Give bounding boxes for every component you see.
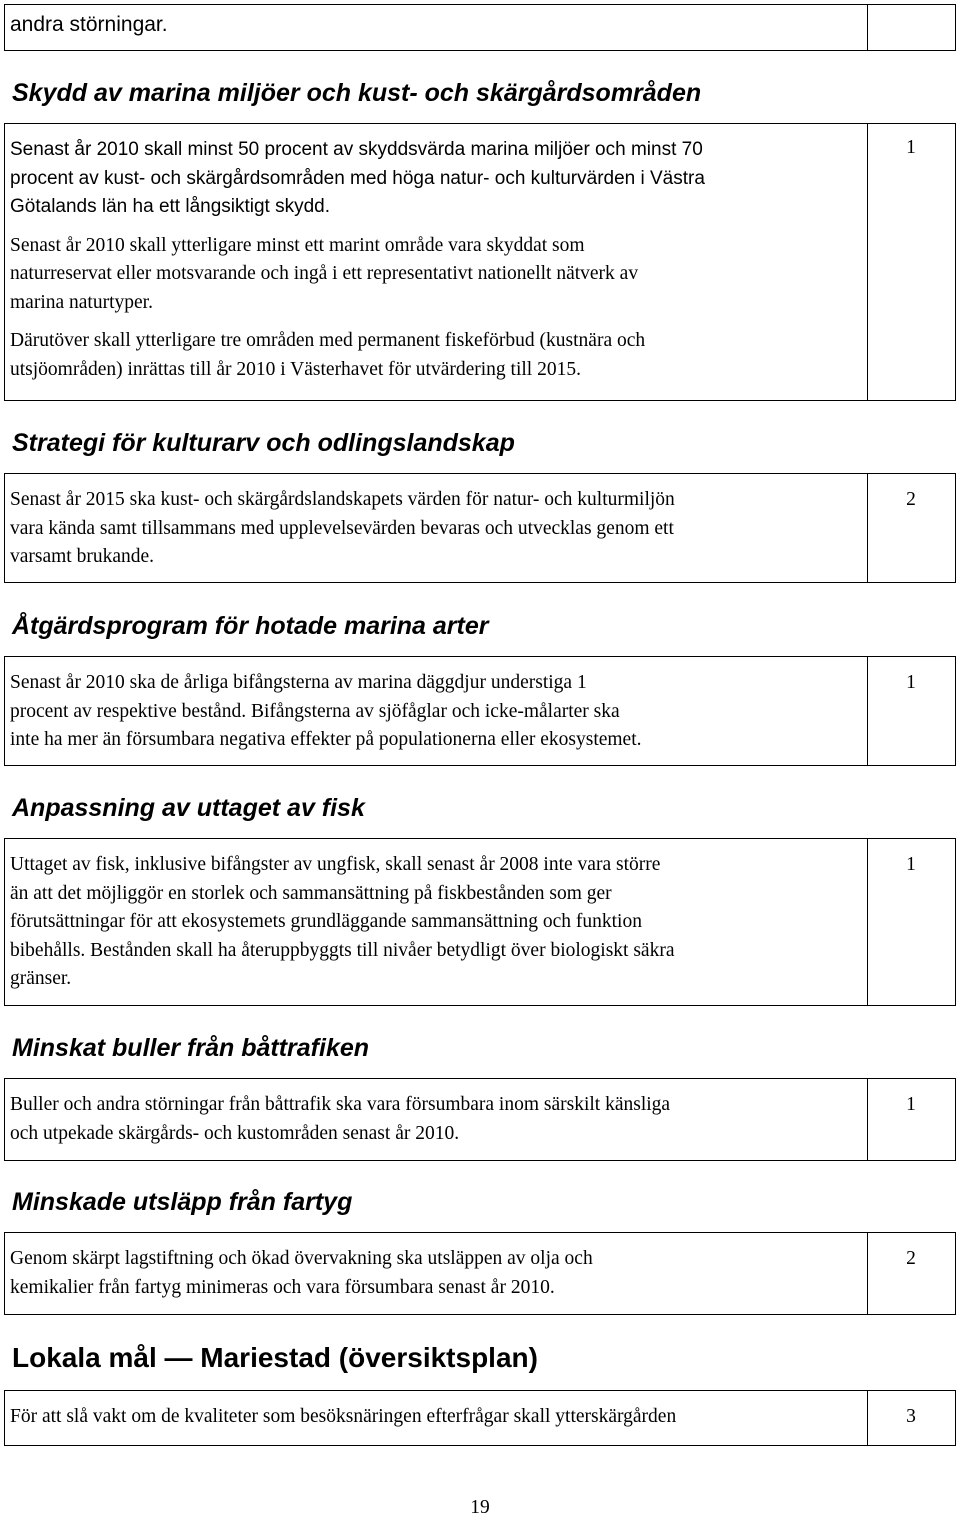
goal-paragraph: Senast år 2010 skall ytterligare minst ett marint område vara skyddat som naturreservat eller motsvarande och ingå i ett representativt nationellt nätverk av marina naturtyper. bbox=[10, 234, 639, 313]
goal-text bbox=[10, 669, 642, 755]
goal-box-skydd bbox=[4, 123, 956, 401]
goal-paragraph: Senast år 2010 ska de årliga bifångsterna av marina däggdjur understiga 1 procent av respektive bestånd. Bifångsterna av sjöfåglar och icke-målarter ska inte ha mer än försumbara negativa effekter på populationerna eller ekosystemet. bbox=[10, 672, 642, 750]
priority-number: 2 bbox=[906, 489, 916, 510]
priority-number: 1 bbox=[906, 854, 916, 875]
section-heading-kulturarv: Strategi för kulturarv och odlingslandskap bbox=[12, 429, 515, 457]
goal-text bbox=[10, 1403, 676, 1432]
goal-text bbox=[10, 1091, 670, 1148]
goal-box-buller bbox=[4, 1078, 956, 1161]
priority-number: 3 bbox=[906, 1406, 916, 1427]
column-divider bbox=[867, 5, 868, 50]
goal-paragraph: andra störningar. bbox=[10, 13, 168, 36]
goal-text bbox=[10, 136, 705, 384]
goal-paragraph: Senast år 2015 ska kust- och skärgårdslandskapets värden för natur- och kulturmiljön vara kända samt tillsammans med upplevelsevärden bevaras och utvecklas genom ett varsamt brukande. bbox=[10, 489, 675, 567]
priority-number: 1 bbox=[906, 672, 916, 693]
priority-number: 1 bbox=[906, 137, 916, 158]
priority-number: 1 bbox=[906, 1094, 916, 1115]
goal-box-fartyg bbox=[4, 1232, 956, 1315]
section-heading-fartyg: Minskade utsläpp från fartyg bbox=[12, 1188, 353, 1216]
goal-box-fisk bbox=[4, 838, 956, 1006]
page-number: 19 bbox=[470, 1497, 490, 1518]
goal-text bbox=[10, 11, 168, 40]
column-divider bbox=[867, 124, 868, 400]
goal-paragraph: Buller och andra störningar från båttrafik ska vara försumbara inom särskilt känsliga och utpekade skärgårds- och kustområden senast år 2010. bbox=[10, 1094, 671, 1144]
section-heading-lokala: Lokala mål — Mariestad (översiktsplan) bbox=[12, 1342, 538, 1373]
goal-paragraph: Genom skärpt lagstiftning och ökad övervakning ska utsläppen av olja och kemikalier från fartyg minimeras och vara försumbara senast år 2010. bbox=[10, 1248, 593, 1298]
goal-text bbox=[10, 851, 675, 994]
goal-paragraph: Uttaget av fisk, inklusive bifångster av ungfisk, skall senast år 2008 inte vara större än att det möjliggör en storlek och sammansättning på fiskbestånden som ger förutsättningar för att ekosystemets grundläggande sammansättning och funktion bibehålls. Bestånden skall ha återuppbyggts till nivåer betydligt över biologiskt säkra gränser. bbox=[10, 854, 675, 989]
goal-box-top bbox=[4, 4, 956, 51]
goal-paragraph: För att slå vakt om de kvaliteter som besöksnäringen efterfrågar skall ytterskärgården bbox=[10, 1406, 677, 1427]
priority-number: 2 bbox=[906, 1248, 916, 1269]
goal-text bbox=[10, 486, 675, 572]
section-heading-skydd: Skydd av marina miljöer och kust- och skärgårdsområden bbox=[12, 79, 702, 107]
section-heading-buller: Minskat buller från båttrafiken bbox=[12, 1034, 370, 1062]
section-heading-fisk: Anpassning av uttaget av fisk bbox=[12, 794, 365, 822]
goal-paragraph: Därutöver skall ytterligare tre områden med permanent fiskeförbud (kustnära och utsjöområden) inrättas till år 2010 i Västerhavet för utvärdering till 2015. bbox=[10, 330, 646, 380]
goal-paragraph: Senast år 2010 skall minst 50 procent av skyddsvärda marina miljöer och minst 70 procent av kust- och skärgårdsområden med höga natur- och kulturvärden i Västra Götalands län ha ett långsiktigt skydd. bbox=[10, 139, 705, 217]
section-heading-atgard: Åtgärdsprogram för hotade marina arter bbox=[12, 612, 489, 640]
goal-box-kulturarv bbox=[4, 473, 956, 583]
goal-text bbox=[10, 1245, 593, 1302]
goal-box-lokala bbox=[4, 1390, 956, 1446]
goal-box-atgard bbox=[4, 656, 956, 766]
